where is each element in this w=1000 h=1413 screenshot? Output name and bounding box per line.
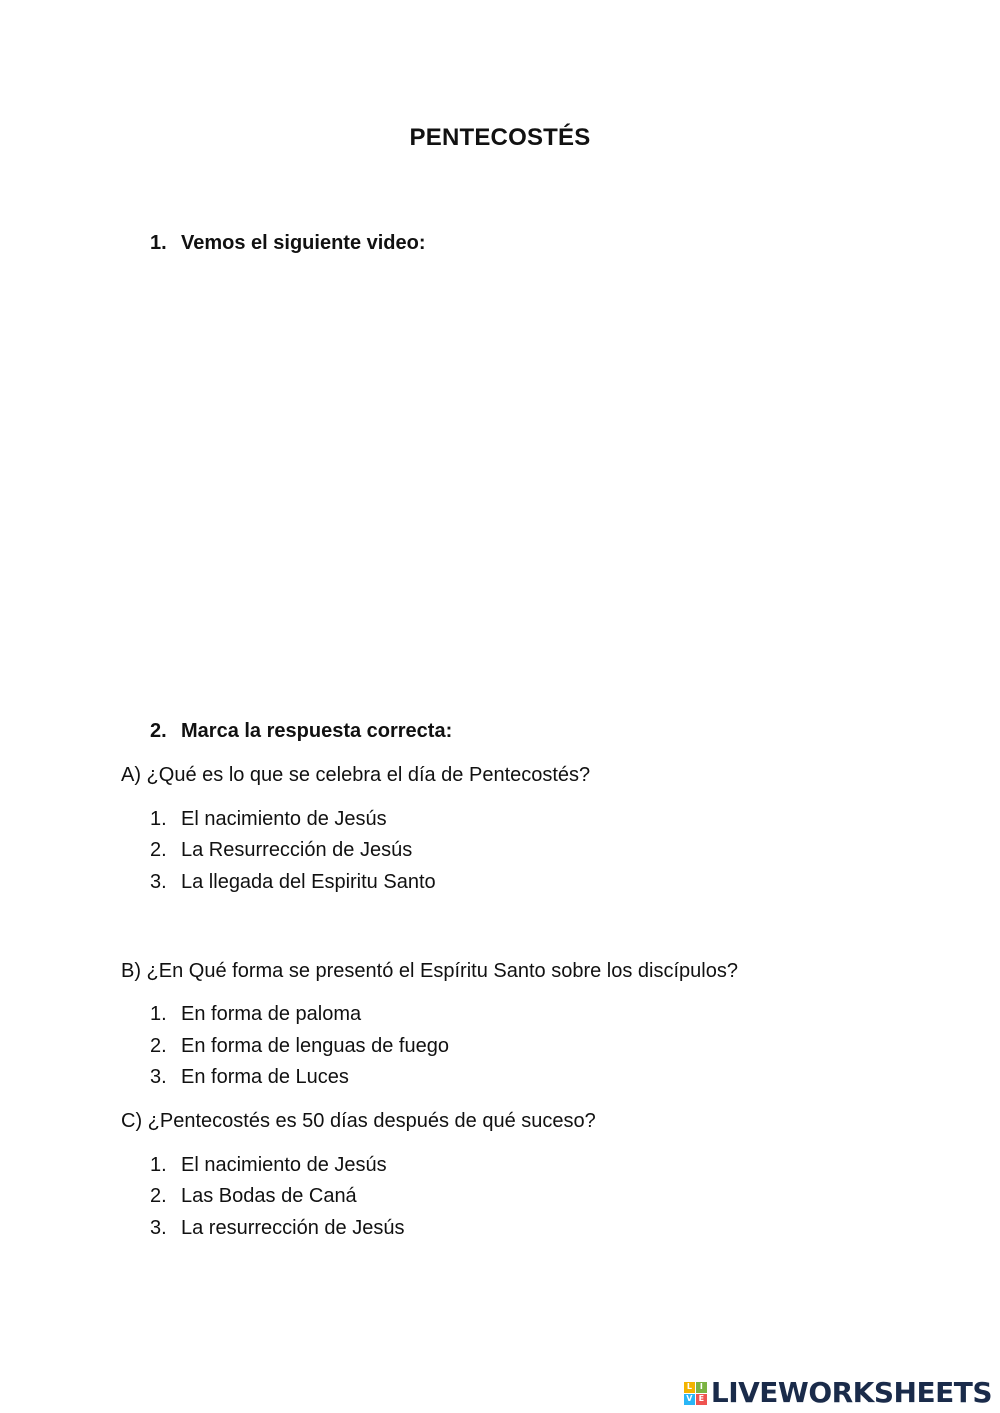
section-2-number: 2. bbox=[150, 720, 167, 742]
option-text: El nacimiento de Jesús bbox=[181, 1154, 387, 1176]
question-a-option-2[interactable] bbox=[150, 837, 412, 863]
question-a: A) ¿Qué es lo que se celebra el día de Pentecostés? bbox=[121, 764, 591, 786]
option-number: 1. bbox=[150, 1003, 167, 1025]
option-number: 3. bbox=[150, 1217, 167, 1239]
option-text: La Resurrección de Jesús bbox=[181, 839, 413, 861]
question-c-option-3[interactable] bbox=[150, 1215, 404, 1241]
option-text: La llegada del Espiritu Santo bbox=[181, 871, 436, 893]
liveworksheets-logo bbox=[684, 1376, 992, 1409]
question-c: C) ¿Pentecostés es 50 días después de qué suceso? bbox=[121, 1110, 596, 1132]
option-number: 3. bbox=[150, 1066, 167, 1088]
question-b-option-1[interactable] bbox=[150, 1001, 361, 1027]
question-c-option-2[interactable] bbox=[150, 1183, 357, 1209]
logo-cell-v: V bbox=[684, 1394, 695, 1405]
question-b-option-3[interactable] bbox=[150, 1064, 349, 1090]
question-a-option-3[interactable] bbox=[150, 869, 436, 895]
option-number: 2. bbox=[150, 1035, 167, 1057]
logo-cell-i: I bbox=[696, 1382, 707, 1393]
option-text: Las Bodas de Caná bbox=[181, 1185, 357, 1207]
section-1-text: Vemos el siguiente video: bbox=[181, 232, 426, 254]
logo-text: LIVEWORKSHEETS bbox=[710, 1376, 992, 1409]
question-a-option-1[interactable] bbox=[150, 806, 387, 832]
logo-cell-e: E bbox=[696, 1394, 707, 1405]
option-text: En forma de Luces bbox=[181, 1066, 349, 1088]
video-placeholder[interactable] bbox=[150, 275, 850, 695]
section-2-heading bbox=[150, 718, 452, 744]
option-number: 1. bbox=[150, 1154, 167, 1176]
option-number: 2. bbox=[150, 839, 167, 861]
section-1-number: 1. bbox=[150, 232, 167, 254]
question-c-option-1[interactable] bbox=[150, 1152, 387, 1178]
option-number: 1. bbox=[150, 808, 167, 830]
option-number: 3. bbox=[150, 871, 167, 893]
section-1-heading bbox=[150, 230, 426, 256]
section-2-text: Marca la respuesta correcta: bbox=[181, 720, 453, 742]
option-text: La resurrección de Jesús bbox=[181, 1217, 405, 1239]
logo-mark-icon bbox=[684, 1382, 707, 1405]
logo-cell-l: L bbox=[684, 1382, 695, 1393]
option-text: En forma de paloma bbox=[181, 1003, 362, 1025]
question-b-option-2[interactable] bbox=[150, 1033, 449, 1059]
question-b: B) ¿En Qué forma se presentó el Espíritu Santo sobre los discípulos? bbox=[121, 960, 738, 982]
page-title: PENTECOSTÉS bbox=[409, 124, 591, 151]
option-text: El nacimiento de Jesús bbox=[181, 808, 387, 830]
option-text: En forma de lenguas de fuego bbox=[181, 1035, 449, 1057]
option-number: 2. bbox=[150, 1185, 167, 1207]
